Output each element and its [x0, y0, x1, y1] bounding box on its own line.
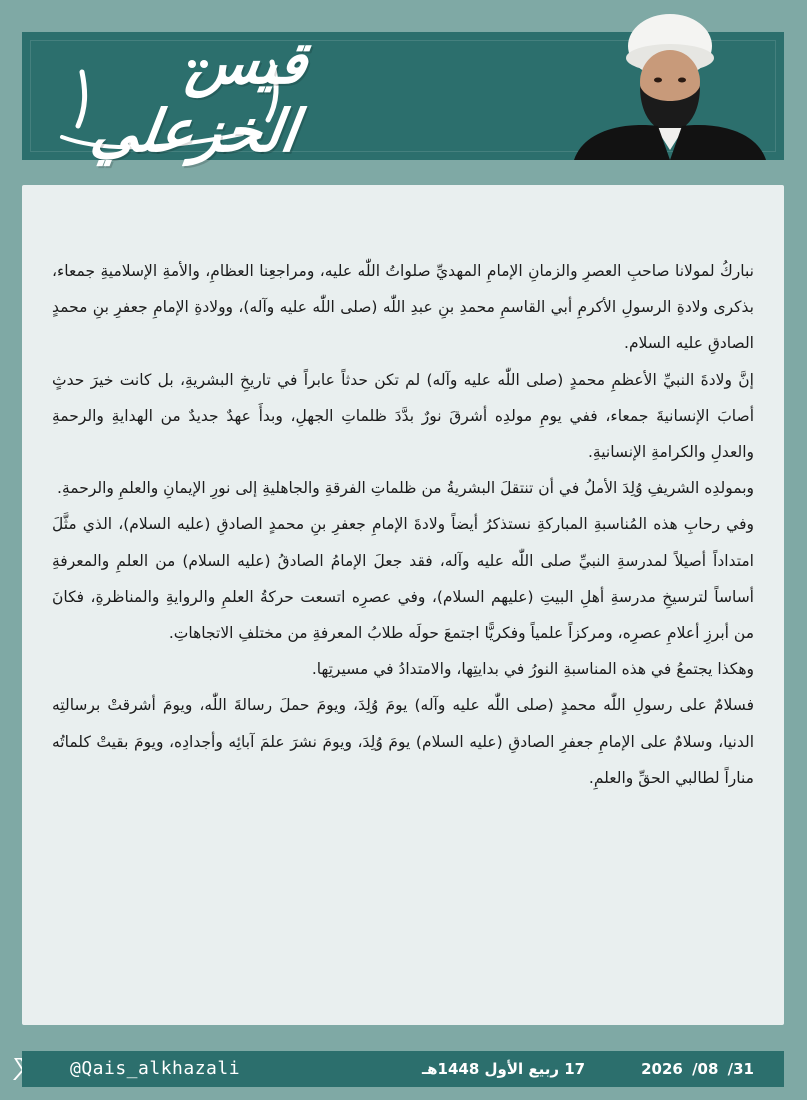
name-calligraphy-text: قيس الخزعلي	[87, 29, 312, 165]
gregorian-date: 31/ 08/ 2026	[641, 1060, 754, 1078]
statement-paragraph: وهكذا يجتمعُ في هذه المناسبةِ النورُ في بدايتِها، والامتدادُ في مسيرتِها.	[311, 660, 754, 679]
statement-paragraph: نباركُ لمولانا صاحبِ العصرِ والزمانِ الإمامِ المهديِّ صلواتُ اللّٰه عليه، ومراجعِنا العظامِ، والأمةِ الإسلاميةِ جمعاء، بذكرى ولادةِ الرسولِ الأكرمِ أبي القاسمِ محمدِ بنِ عبدِ اللّٰه (صلى اللّٰه عليه وآله)، وولادةِ الإمامِ جعفرِ بنِ محمدٍ الصادقِ عليه السلام.	[52, 262, 754, 353]
statement-paragraph: وفي رحابِ هذه المُناسبةِ المباركةِ نستذكرُ أيضاً ولادةَ الإمامِ جعفرِ بنِ محمدٍ الصادقِ (عليه السلام)، الذي مثَّلَ امتداداً أصيلاً لمدرسةِ النبيِّ صلى اللّٰه عليه وآله، فقد جعلَ الإمامُ الصادقُ (عليه السلام) من العلمِ والمعرفةِ أساساً لترسيخِ مدرسةِ أهلِ البيتِ (عليهم السلام)، وفي عصرِه اتسعت حركةُ العلمِ والروايةِ والمناظرةِ، فكانَ من أبرزِ أعلامِ عصرِه، ومركزاً علمياً وفكريًّا اجتمعَ حولَه طلابُ المعرفةِ من مختلفِ الاتجاهاتِ.	[52, 515, 754, 643]
statement-panel	[22, 185, 784, 1025]
hijri-date: 17 ربيع الأول 1448هـ	[422, 1060, 586, 1078]
header-banner	[22, 29, 784, 165]
social-handle-link[interactable]: @Qais_alkhazali	[70, 1058, 241, 1079]
footer-bar	[22, 1051, 784, 1087]
cleric-portrait-icon	[574, 10, 766, 160]
statement-paragraph: فسلامٌ على رسولِ اللّٰه محمدٍ (صلى اللّٰه عليه وآله) يومَ وُلِدَ، ويومَ حملَ رسالةَ اللّٰه، ويومَ أشرقتْ برسالتِه الدنيا، وسلامٌ على الإمامِ جعفرِ الصادقِ (عليه السلام) يومَ وُلِدَ، ويومَ نشرَ علمَ آبائِه وأجدادِه، ويومَ بقيتْ كلماتُه مناراً لطالبي الحقِّ والعلمِ.	[52, 696, 754, 787]
name-calligraphy-logo	[42, 29, 312, 165]
statement-paragraph: وبمولدِه الشريفِ وُلِدَ الأملُ في أن تنتقلَ البشريةُ من ظلماتِ الفرقةِ والجاهليةِ إلى نورِ الإيمانِ والعلمِ والرحمةِ.	[57, 479, 754, 498]
statement-body	[52, 253, 754, 796]
statement-paragraph: إنَّ ولادةَ النبيِّ الأعظمِ محمدٍ (صلى اللّٰه عليه وآله) لم تكن حدثاً عابراً في تاريخِ البشريةِ، بل كانت خيرَ حدثٍ أصابَ الإنسانيةَ جمعاء، ففي يومِ مولدِه أشرقَ نورٌ بدَّدَ ظلماتِ الجهلِ، وبدأَ عهدٌ جديدٌ من الهدايةِ والرحمةِ والعدلِ والكرامةِ الإنسانيةِ.	[52, 370, 754, 462]
